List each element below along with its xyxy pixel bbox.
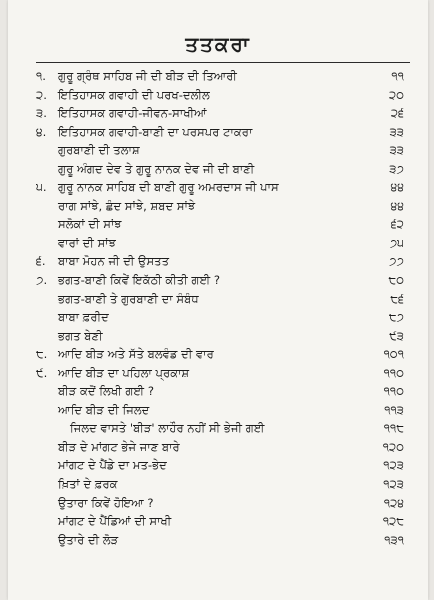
toc-row [18, 401, 414, 420]
entry-title: ਬੀੜ ਦੇ ਮਾਂਗਟ ਭੇਜੇ ਜਾਣ ਬਾਰੇ [58, 439, 180, 454]
toc-row [18, 234, 414, 253]
entry-title: ਇਤਿਹਾਸਕ ਗਵਾਹੀ-ਬਾਣੀ ਦਾ ਪਰਸਪਰ ਟਾਕਰਾ [58, 124, 253, 139]
entry-title: ਖ਼ਿਤਾਂ ਦੇ ਫ਼ਰਕ [58, 477, 118, 492]
entry-title: ਭਗਤ-ਬਾਣੀ ਕਿਵੇਂ ਇਕੱਠੀ ਕੀਤੀ ਗਈ ? [58, 273, 221, 288]
chapter-number: ੨. [36, 87, 47, 102]
toc-row [18, 456, 414, 475]
chapter-number: ੧. [36, 69, 46, 83]
toc-row [18, 494, 414, 513]
page-number: ੧੨੩ [383, 477, 404, 492]
chapter-number: ੫. [36, 180, 47, 195]
entry-title: ਵਾਰਾਂ ਦੀ ਸਾਂਝ [58, 235, 116, 250]
chapter-number: ੭. [36, 273, 48, 288]
toc-row [18, 364, 414, 383]
chapter-number: ੬. [36, 254, 46, 269]
page-title: ਤਤਕਰਾ [185, 32, 251, 56]
page-number: ੧੧੦ [383, 384, 404, 399]
toc-row [18, 252, 414, 271]
toc-row [18, 160, 414, 179]
toc-row [18, 438, 414, 457]
toc-row [18, 197, 414, 216]
toc-row [18, 123, 414, 142]
toc-row [18, 531, 414, 550]
toc-row [18, 271, 414, 290]
page-number: ੭੭ [389, 254, 404, 269]
page-number: ੧੨੪ [383, 495, 404, 510]
entry-title: ਬੀੜ ਕਦੋਂ ਲਿਖੀ ਗਈ ? [58, 384, 155, 399]
page-number: ੧੨੦ [382, 439, 404, 454]
page-number: ੬੨ [390, 217, 404, 232]
entry-title: ਜਿਲਦ ਵਾਸਤੇ 'ਬੀੜ' ਲਾਹੌਰ ਨਹੀਂ ਸੀ ਭੇਜੀ ਗਈ [70, 421, 265, 436]
toc-row [18, 327, 414, 346]
entry-title: ਸਲੋਕਾਂ ਦੀ ਸਾਂਝ [58, 217, 122, 232]
entry-title: ਇਤਿਹਾਸਕ ਗਵਾਹੀ ਦੀ ਪਰਖ-ਦਲੀਲ [58, 87, 210, 102]
page-number: ੨੦ [388, 87, 404, 102]
toc-row [18, 290, 414, 309]
toc-row [18, 104, 414, 123]
page-number: ੧੨੩ [383, 458, 404, 473]
page-number: ੭੫ [389, 235, 404, 250]
toc-row [18, 141, 414, 160]
chapter-number: ੩. [36, 106, 47, 121]
toc-row [18, 86, 414, 105]
entry-title: ਉਤਾਰਾ ਕਿਵੇਂ ਹੋਇਆ ? [58, 495, 154, 510]
entry-title: ਰਾਗ ਸਾਂਝੇ, ਛੰਦ ਸਾਂਝੇ, ਸ਼ਬਦ ਸਾਂਝੇ [58, 198, 196, 213]
entry-title: ਆਦਿ ਬੀੜ ਦਾ ਪਹਿਲਾ ਪ੍ਰਕਾਸ਼ [58, 365, 190, 380]
page-number: ੩੩ [389, 143, 404, 158]
page-number: ੪੪ [390, 198, 404, 213]
entry-title: ਆਦਿ ਬੀੜ ਅਤੇ ਸੱਤੇ ਬਲਵੰਡ ਦੀ ਵਾਰ [58, 347, 214, 362]
page-number: ੧੦੧ [383, 347, 404, 362]
title-underline [36, 62, 410, 63]
toc-row [18, 67, 414, 86]
page-number: ੮੬ [390, 291, 404, 306]
page-number: ੩੭ [389, 161, 404, 176]
entry-title: ਇਤਿਹਾਸਕ ਗਵਾਹੀ-ਜੀਵਨ-ਸਾਖੀਆਂ [58, 106, 207, 121]
page-number: ੮੭ [388, 310, 404, 325]
toc-row [18, 512, 414, 531]
entry-title: ਭਗਤ ਬੇਣੀ [58, 328, 103, 343]
page-number: ੪੪ [390, 180, 404, 195]
entry-title: ਉਤਾਰੇ ਦੀ ਲੋੜ [58, 532, 119, 547]
page-number: ੧੧੦ [383, 365, 404, 380]
page-number: ੨੬ [390, 106, 404, 121]
toc-row [18, 178, 414, 197]
toc-row [18, 419, 414, 438]
entry-title: ਬਾਬਾ ਮੋਹਨ ਜੀ ਦੀ ਉਸਤਤ [58, 254, 170, 269]
page-number: ੩੩ [389, 124, 404, 139]
page-number: ੧੧ [391, 69, 404, 83]
toc-row [18, 475, 414, 494]
entry-title: ਮਾਂਗਟ ਦੇ ਪੈਂਡਿਆਂ ਦੀ ਸਾਖੀ [58, 514, 172, 529]
chapter-number: ੪. [36, 124, 47, 139]
entry-title: ਗੁਰਬਾਣੀ ਦੀ ਤਲਾਸ਼ [58, 143, 140, 158]
page-number: ੧੧੮ [383, 421, 404, 436]
toc-row [18, 382, 414, 401]
show-through-text [228, 2, 388, 22]
chapter-number: ੯. [36, 365, 48, 380]
page-number: ੧੨੮ [382, 514, 404, 529]
toc-row [18, 308, 414, 327]
toc-row [18, 215, 414, 234]
page-number: ੮੦ [388, 273, 404, 288]
entry-title: ਗੁਰੂ ਨਾਨਕ ਸਾਹਿਬ ਦੀ ਬਾਣੀ ਗੁਰੂ ਅਮਰਦਾਸ ਜੀ ਪਾਸ [58, 180, 279, 195]
chapter-number: ੮. [36, 347, 48, 362]
entry-title: ਬਾਬਾ ਫ਼ਰੀਦ [58, 310, 109, 325]
page-number: ੧੧੩ [384, 402, 404, 417]
entry-title: ਆਦਿ ਬੀੜ ਦੀ ਜਿਲਦ [58, 402, 150, 417]
entry-title: ਭਗਤ-ਬਾਣੀ ਤੇ ਗੁਰਬਾਣੀ ਦਾ ਸੰਬੰਧ [58, 291, 199, 306]
entry-title: ਗੁਰੂ ਅੰਗਦ ਦੇਵ ਤੇ ਗੁਰੂ ਨਾਨਕ ਦੇਵ ਜੀ ਦੀ ਬਾਣੀ [58, 161, 255, 176]
page-number: ੧੩੧ [384, 532, 404, 547]
toc-row [18, 345, 414, 364]
book-page [8, 0, 428, 600]
entry-title: ਗੁਰੂ ਗ੍ਰੰਥ ਸਾਹਿਬ ਜੀ ਦੀ ਬੀੜ ਦੀ ਤਿਆਰੀ [58, 69, 237, 83]
page-number: ੯੩ [389, 328, 404, 343]
entry-title: ਮਾਂਗਟ ਦੇ ਪੈਂਡੇ ਦਾ ਮਤ-ਭੇਦ [58, 458, 167, 473]
table-of-contents [18, 67, 414, 549]
